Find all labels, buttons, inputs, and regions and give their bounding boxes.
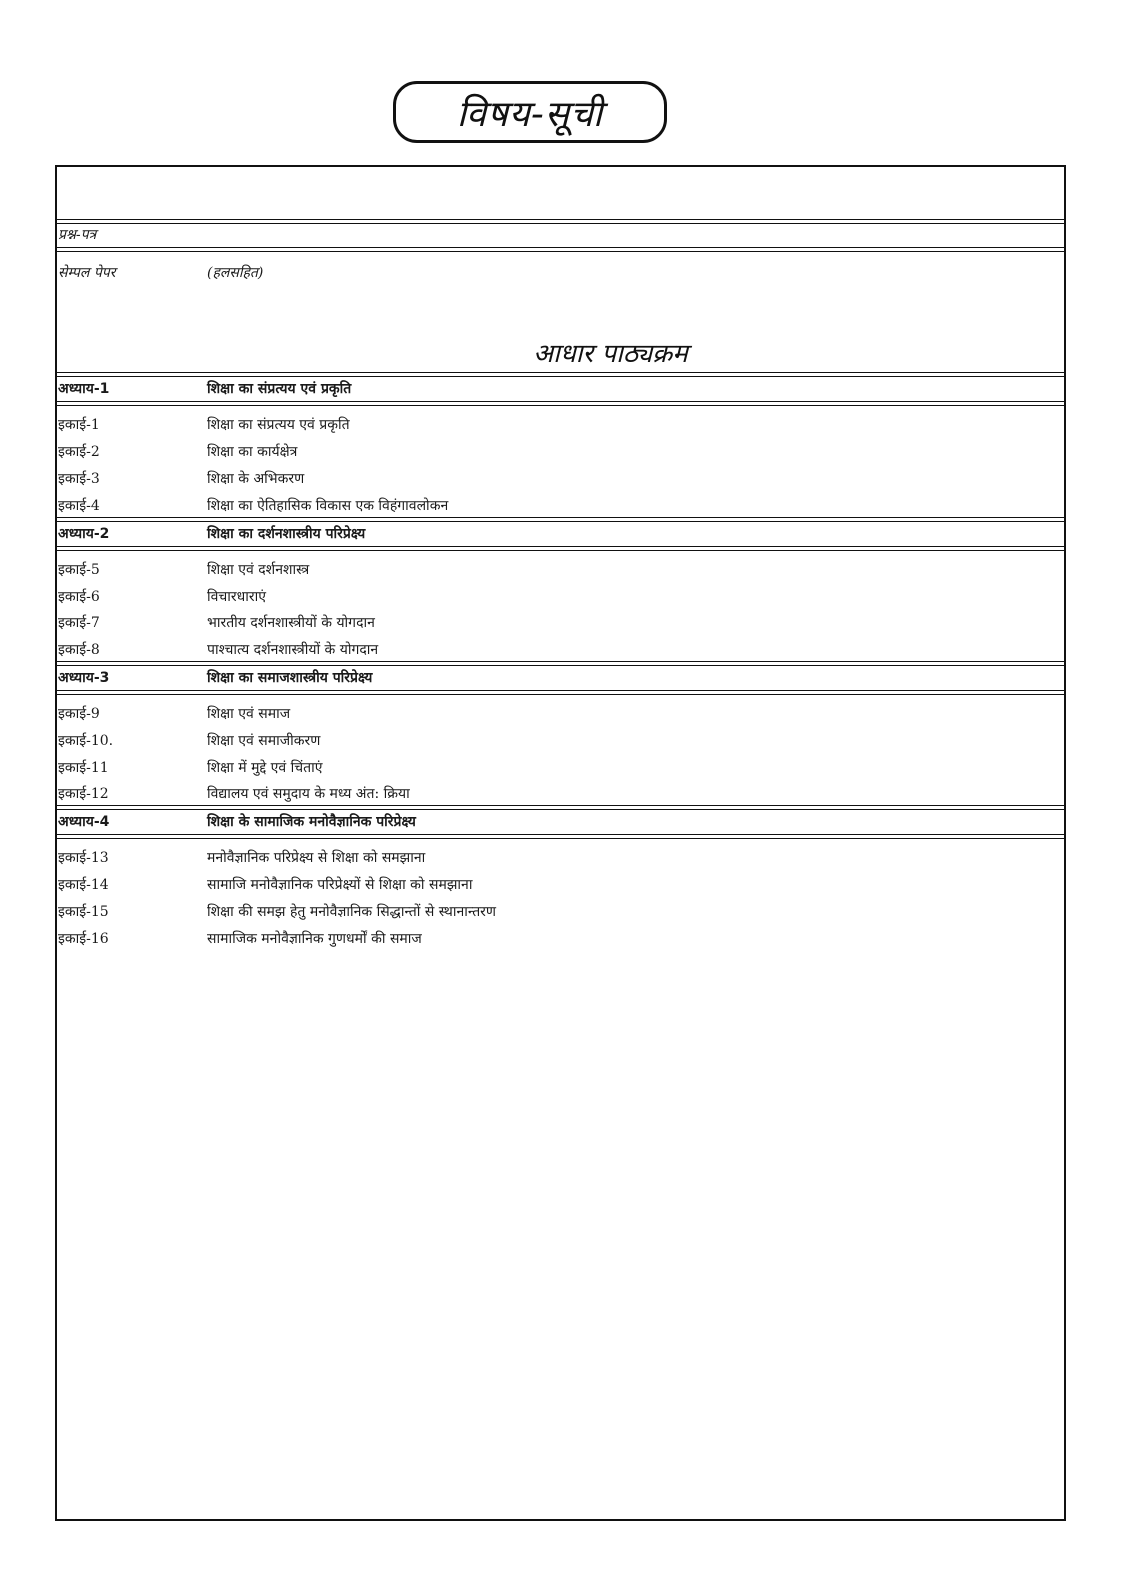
unit-row[interactable] (57, 558, 1064, 582)
question-paper-row[interactable] (57, 223, 1064, 247)
chapter-number: अध्याय-4 (58, 814, 110, 830)
unit-title: शिक्षा की समझ हेतु मनोवैज्ञानिक सिद्धान्तों से स्थानान्तरण (207, 904, 497, 920)
page-title: विषय-सूची (456, 93, 604, 135)
unit-title: शिक्षा का ऐतिहासिक विकास एक विहंगावलोकन (207, 498, 449, 514)
unit-title: पाश्चात्य दर्शनशास्त्रीयों के योगदान (207, 642, 379, 658)
sample-paper-label: सेम्पल पेपर (58, 265, 116, 281)
unit-number: इकाई-4 (58, 498, 100, 514)
chapter-row[interactable] (57, 522, 1064, 546)
unit-title: शिक्षा एवं दर्शनशास्त्र (207, 562, 310, 578)
unit-row[interactable] (57, 846, 1064, 870)
unit-number: इकाई-10. (58, 733, 114, 749)
unit-row[interactable] (57, 585, 1064, 609)
chapter-title: शिक्षा का दर्शनशास्त्रीय परिप्रेक्ष्य (207, 526, 366, 542)
chapter-number: अध्याय-1 (58, 381, 110, 397)
unit-row[interactable] (57, 494, 1064, 518)
unit-row[interactable] (57, 927, 1064, 951)
unit-number: इकाई-2 (58, 444, 100, 460)
unit-number: इकाई-16 (58, 931, 109, 947)
unit-title: शिक्षा में मुद्दे एवं चिंताएं (207, 760, 323, 776)
unit-number: इकाई-6 (58, 589, 100, 605)
unit-title: विचारधाराएं (207, 589, 266, 605)
sample-paper-row[interactable] (57, 261, 1064, 285)
divider (57, 247, 1064, 252)
unit-title: विद्यालय एवं समुदाय के मध्य अंत: क्रिया (207, 786, 410, 802)
chapter-title: शिक्षा का समाजशास्त्रीय परिप्रेक्ष्य (207, 670, 373, 686)
unit-row[interactable] (57, 873, 1064, 897)
divider (57, 546, 1064, 551)
unit-number: इकाई-9 (58, 706, 100, 722)
chapter-title: शिक्षा के सामाजिक मनोवैज्ञानिक परिप्रेक्ष्य (207, 814, 416, 830)
chapter-title: शिक्षा का संप्रत्यय एवं प्रकृति (207, 381, 352, 397)
chapter-row[interactable] (57, 377, 1064, 401)
chapter-row[interactable] (57, 810, 1064, 834)
unit-row[interactable] (57, 782, 1064, 806)
unit-number: इकाई-1 (58, 417, 100, 433)
title-box (393, 81, 667, 143)
unit-number: इकाई-5 (58, 562, 100, 578)
unit-number: इकाई-11 (58, 760, 109, 776)
unit-row[interactable] (57, 638, 1064, 662)
chapter-number: अध्याय-2 (58, 526, 110, 542)
unit-row[interactable] (57, 729, 1064, 753)
unit-number: इकाई-8 (58, 642, 100, 658)
unit-row[interactable] (57, 900, 1064, 924)
unit-number: इकाई-7 (58, 615, 100, 631)
unit-number: इकाई-13 (58, 850, 109, 866)
unit-row[interactable] (57, 413, 1064, 437)
unit-number: इकाई-14 (58, 877, 109, 893)
divider (57, 690, 1064, 695)
unit-title: भारतीय दर्शनशास्त्रीयों के योगदान (207, 615, 375, 631)
unit-title: शिक्षा का कार्यक्षेत्र (207, 444, 298, 460)
divider (57, 401, 1064, 406)
unit-title: शिक्षा एवं समाजीकरण (207, 733, 321, 749)
unit-row[interactable] (57, 440, 1064, 464)
unit-title: सामाजि मनोवैज्ञानिक परिप्रेक्ष्यों से शिक्षा को समझाना (207, 877, 473, 893)
unit-title: शिक्षा का संप्रत्यय एवं प्रकृति (207, 417, 350, 433)
unit-row[interactable] (57, 702, 1064, 726)
section-heading: आधार पाठ्यक्रम (533, 339, 688, 369)
unit-title: शिक्षा के अभिकरण (207, 471, 305, 487)
unit-number: इकाई-3 (58, 471, 100, 487)
unit-title: मनोवैज्ञानिक परिप्रेक्ष्य से शिक्षा को समझाना (207, 850, 426, 866)
unit-number: इकाई-15 (58, 904, 109, 920)
chapter-number: अध्याय-3 (58, 670, 110, 686)
toc-frame (55, 165, 1066, 1521)
divider (57, 834, 1064, 839)
unit-row[interactable] (57, 611, 1064, 635)
sample-paper-note: (हलसहित) (207, 265, 264, 281)
question-paper-label: प्रश्न-पत्र (58, 227, 97, 243)
unit-title: शिक्षा एवं समाज (207, 706, 291, 722)
unit-row[interactable] (57, 467, 1064, 491)
unit-row[interactable] (57, 756, 1064, 780)
chapter-row[interactable] (57, 666, 1064, 690)
unit-number: इकाई-12 (58, 786, 109, 802)
unit-title: सामाजिक मनोवैज्ञानिक गुणधर्मों की समाज (207, 931, 422, 947)
